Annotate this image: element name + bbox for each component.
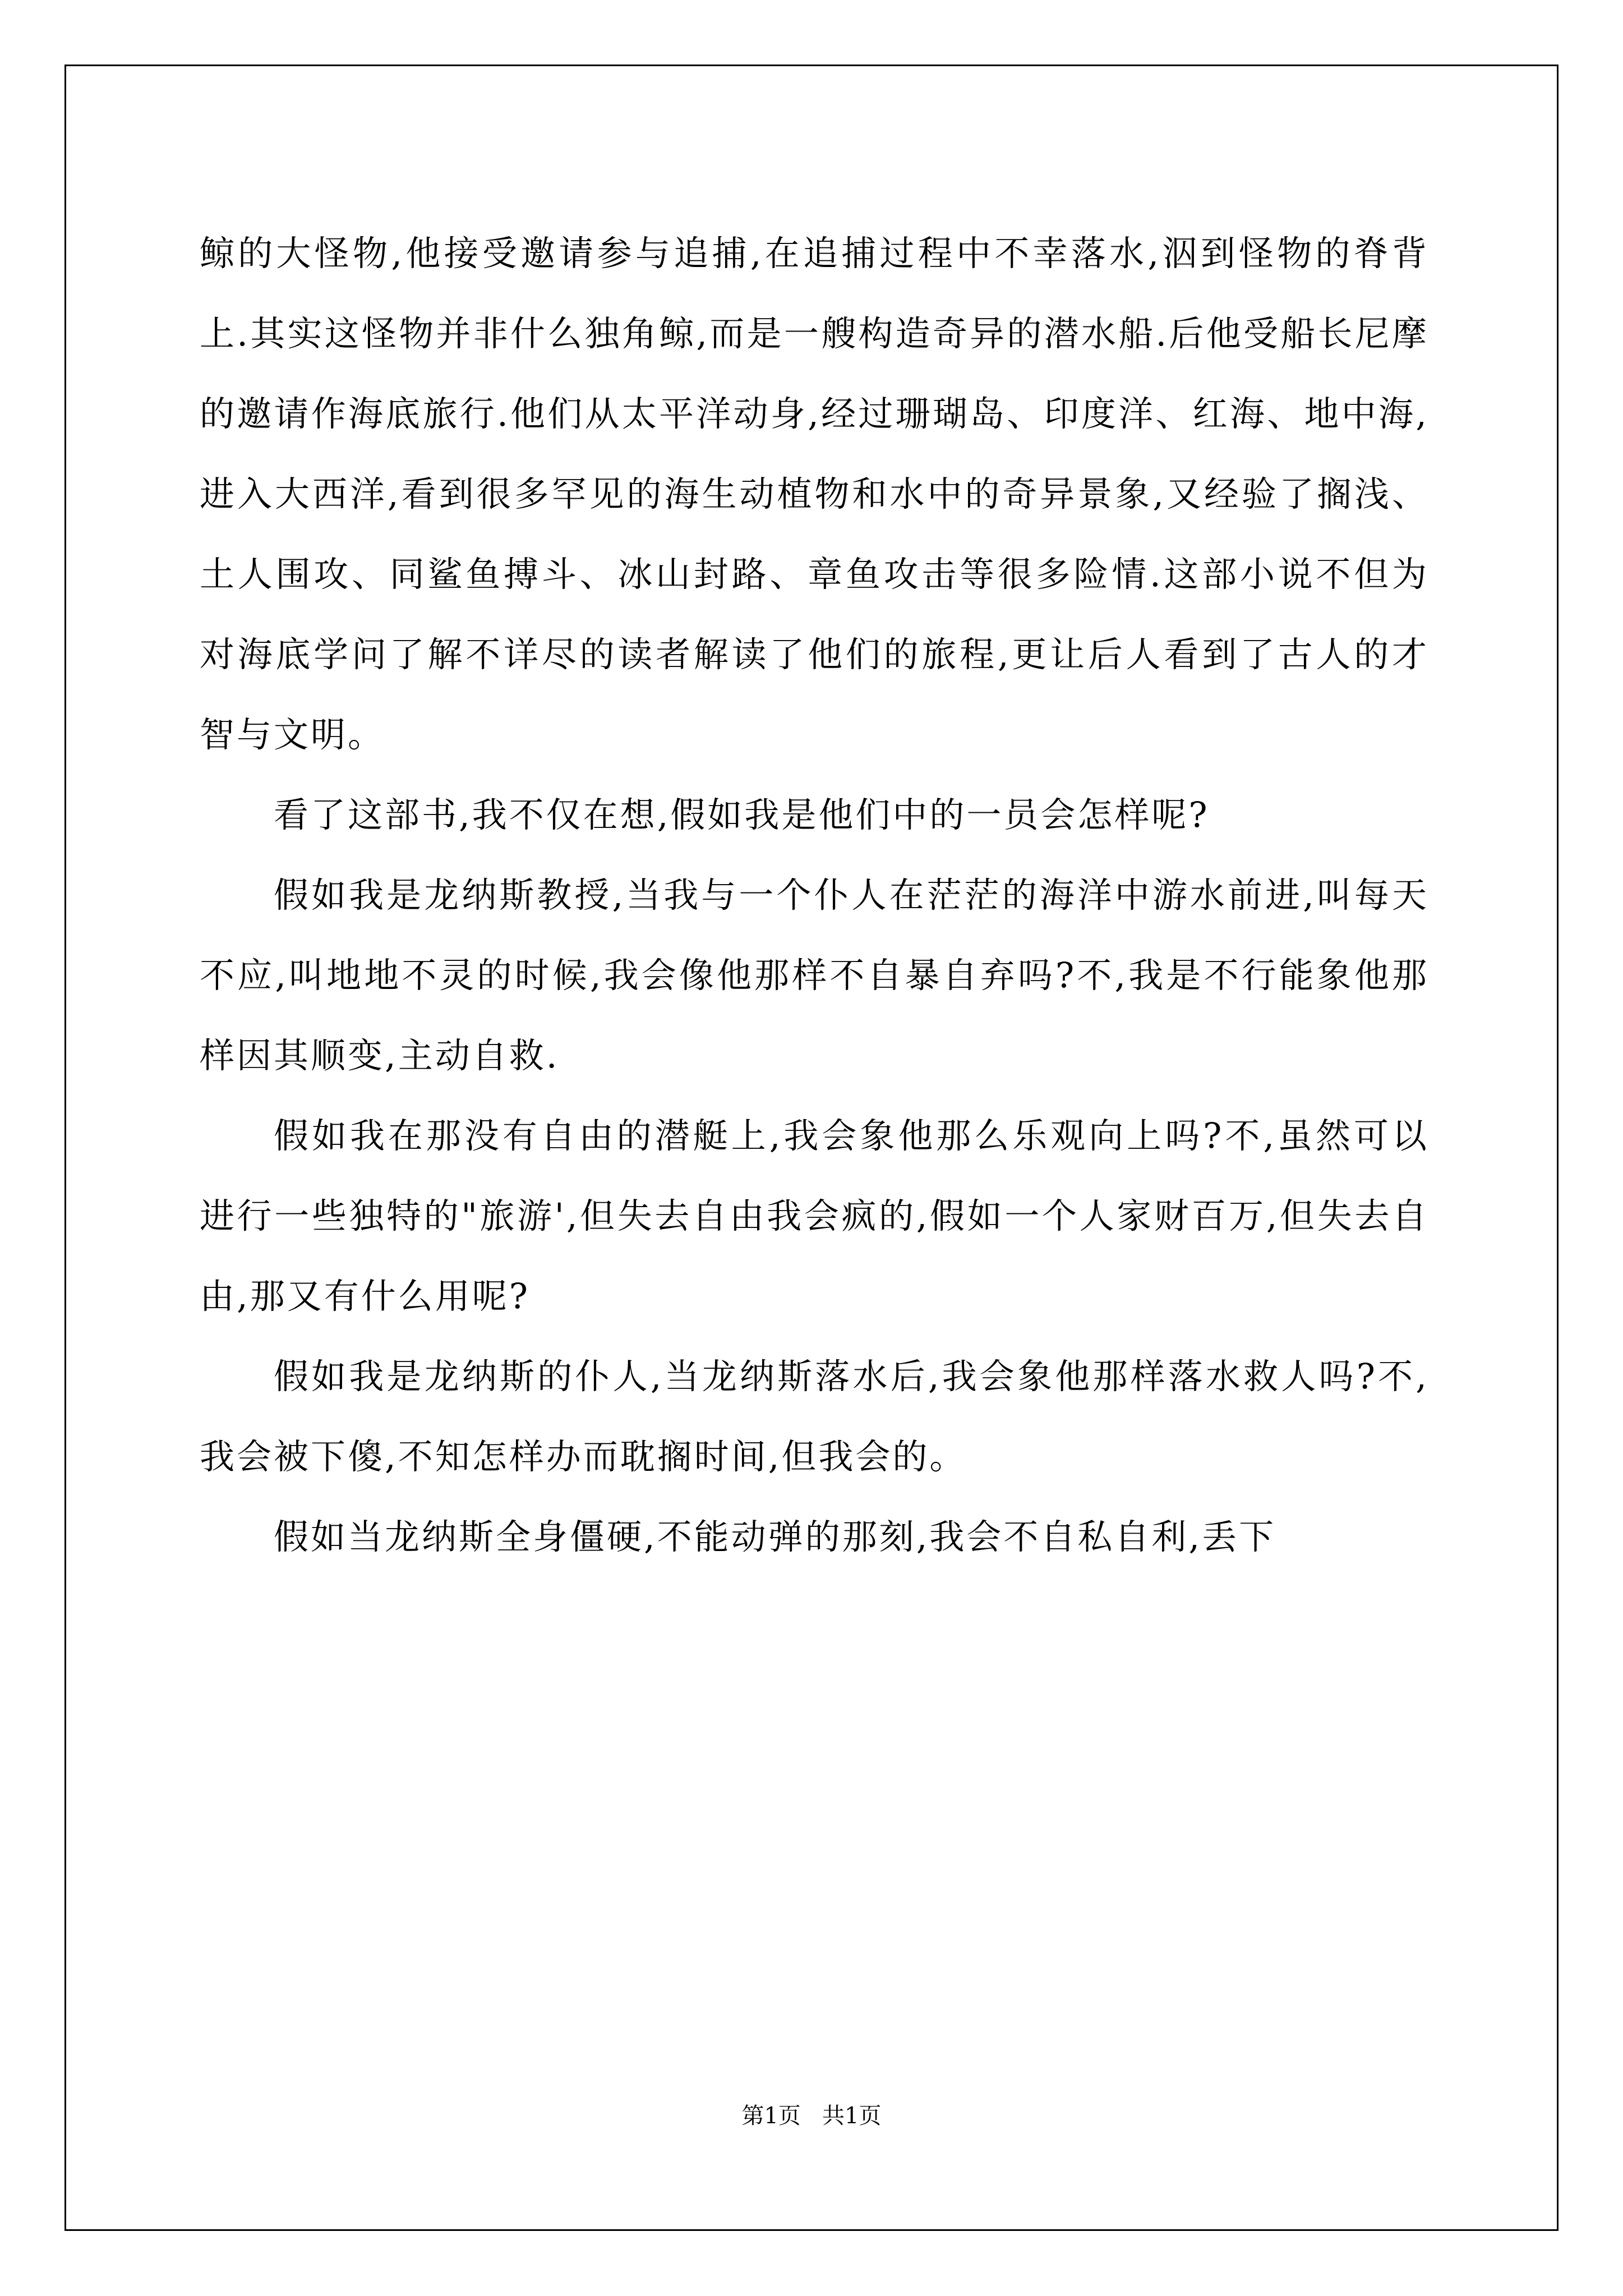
page-number-footer: 第1页 共1页	[741, 2103, 882, 2129]
paragraph: 看了这部书,我不仅在想,假如我是他们中的一员会怎样呢?	[274, 794, 1210, 835]
document-body	[200, 213, 1429, 1577]
paragraph: 假如当龙纳斯全身僵硬,不能动弹的那刻,我会不自私自利,丢下	[274, 1516, 1276, 1557]
paragraph-continued: 鲸的大怪物,他接受邀请参与追捕,在追捕过程中不幸落水,泅到怪物的脊背上.其实这怪物并非什么独角鲸,而是一艘构造奇异的潜水船.后他受船长尼摩的邀请作海底旅行.他们从太平洋动身,经过珊瑚岛、印度洋、红海、地中海,进入大西洋,看到很多罕见的海生动植物和水中的奇异景象,又经验了搁浅、土人围攻、同鲨鱼搏斗、冰山封路、章鱼攻击等很多险情.这部小说不但为对海底学问了解不详尽的读者解读了他们的旅程,更让后人看到了古人的才智与文明。	[200, 233, 1429, 755]
paragraph: 假如我是龙纳斯教授,当我与一个仆人在茫茫的海洋中游水前进,叫每天不应,叫地地不灵的时候,我会像他那样不自暴自弃吗?不,我是不行能象他那样因其顺变,主动自救.	[200, 875, 1429, 1076]
paragraph: 假如我是龙纳斯的仆人,当龙纳斯落水后,我会象他那样落水救人吗?不,我会被下傻,不知怎样办而耽搁时间,但我会的。	[200, 1356, 1429, 1477]
paragraph: 假如我在那没有自由的潜艇上,我会象他那么乐观向上吗?不,虽然可以进行一些独特的"旅游',但失去自由我会疯的,假如一个人家财百万,但失去自由,那又有什么用呢?	[200, 1115, 1429, 1317]
